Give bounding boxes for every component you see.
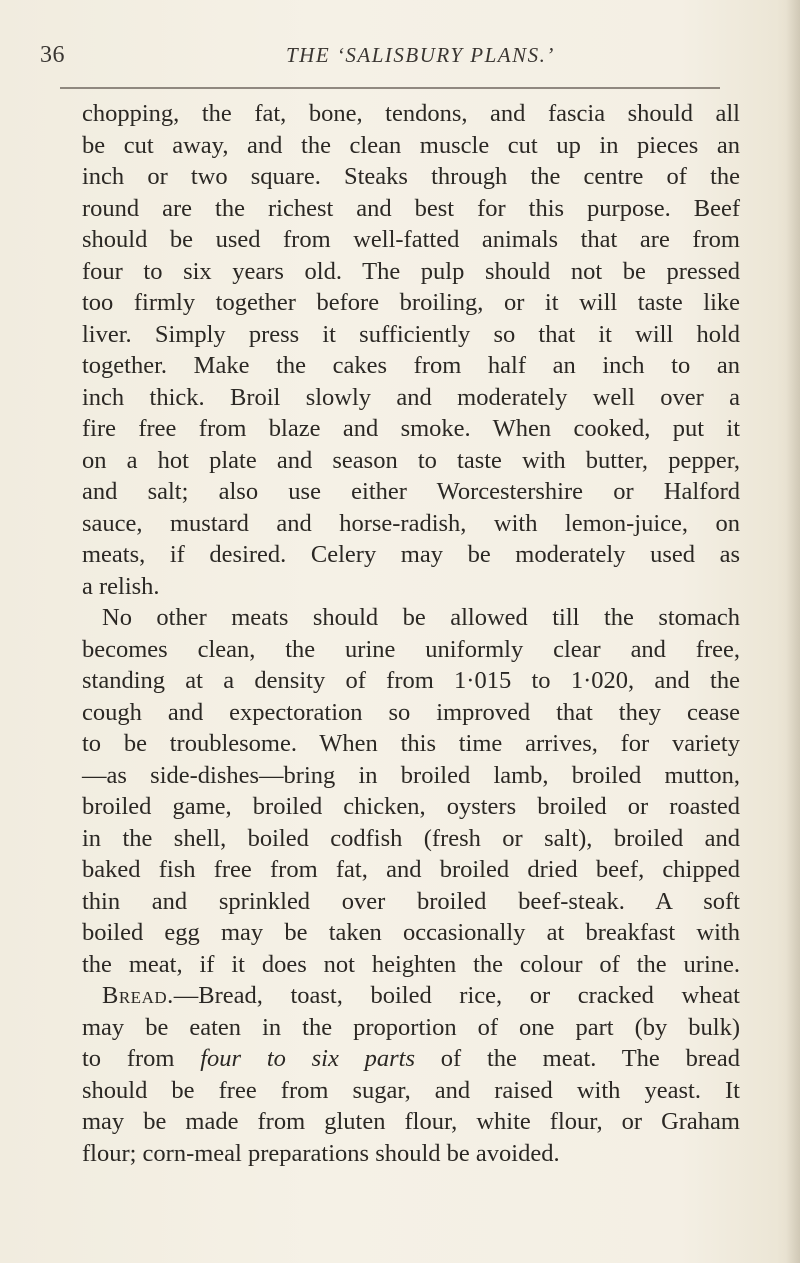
body-text — [82, 98, 740, 1169]
text-run: of the meat. The bread — [415, 1045, 740, 1072]
text-run: to from — [82, 1045, 201, 1072]
text-line: should be free from sugar, and raised with yeast. It — [82, 1076, 740, 1104]
text-line: four to six years old. The pulp should not be pressed — [82, 257, 740, 285]
text-line: may be made from gluten flour, white flour, or Graham — [82, 1108, 740, 1135]
page-header — [40, 42, 740, 82]
paragraph-bread — [82, 980, 740, 1169]
text-line: boiled egg may be taken occasionally at breakfast with — [82, 919, 740, 946]
section-heading-bread: Bread. — [102, 982, 174, 1009]
running-head: THE ‘SALISBURY PLANS.’ — [286, 43, 555, 67]
text-line: too firmly together before broiling, or it will taste like — [82, 289, 740, 316]
header-rule — [60, 87, 720, 89]
paragraph-1 — [82, 98, 740, 602]
text-line: should be used from well-fatted animals that are from — [82, 226, 740, 253]
text-line: becomes clean, the urine uniformly clear and free, — [82, 635, 740, 663]
text-line: thin and sprinkled over broiled beef-steak. A soft — [82, 887, 740, 915]
text-line: and salt; also use either Worcestershire or Halford — [82, 478, 740, 505]
text-line: be cut away, and the clean muscle cut up in pieces an — [82, 131, 740, 159]
text-line: the meat, if it does not heighten the colour of the urine. — [82, 950, 740, 978]
italic-emphasis: four to six parts — [200, 1045, 416, 1072]
text-line: round are the richest and best for this purpose. Beef — [82, 194, 740, 222]
text-line: may be eaten in the proportion of one part (by bulk) — [82, 1013, 740, 1041]
page-edge-shadow — [786, 0, 800, 1263]
text-line: chopping, the fat, bone, tendons, and fascia should all — [82, 100, 740, 127]
text-line — [82, 1043, 740, 1075]
text-line: liver. Simply press it sufficiently so that it will hold — [82, 320, 740, 348]
text-line: cough and expectoration so improved that they cease — [82, 698, 740, 726]
text-line: together. Make the cakes from half an inch to an — [82, 352, 740, 379]
text-line: inch thick. Broil slowly and moderately well over a — [82, 383, 740, 411]
text-line: fire free from blaze and smoke. When cooked, put it — [82, 415, 740, 442]
text-line: —as side-dishes—bring in broiled lamb, broiled mutton, — [82, 761, 740, 789]
text-line: inch or two square. Steaks through the centre of the — [82, 163, 740, 190]
text-line: baked fish free from fat, and broiled dried beef, chipped — [82, 856, 740, 883]
text-line: a relish. — [82, 572, 160, 600]
text-line: in the shell, boiled codfish (fresh or salt), broiled and — [82, 824, 740, 852]
text-line: broiled game, broiled chicken, oysters broiled or roasted — [82, 793, 740, 820]
page-number: 36 — [40, 42, 65, 68]
text-line — [82, 980, 740, 1012]
text-line: standing at a density of from 1·015 to 1·020, and the — [82, 667, 740, 694]
text-line: on a hot plate and season to taste with butter, pepper, — [82, 446, 740, 474]
text-line: sauce, mustard and horse-radish, with lemon-juice, on — [82, 509, 740, 537]
text-run: —Bread, toast, boiled rice, or cracked wheat — [173, 982, 740, 1009]
text-line: No other meats should be allowed till the stomach — [102, 604, 740, 631]
text-line: meats, if desired. Celery may be moderately used as — [82, 541, 740, 568]
text-line: to be troublesome. When this time arrives, for variety — [82, 730, 740, 757]
text-line: flour; corn-meal preparations should be avoided. — [82, 1139, 560, 1167]
paragraph-2 — [82, 602, 740, 980]
